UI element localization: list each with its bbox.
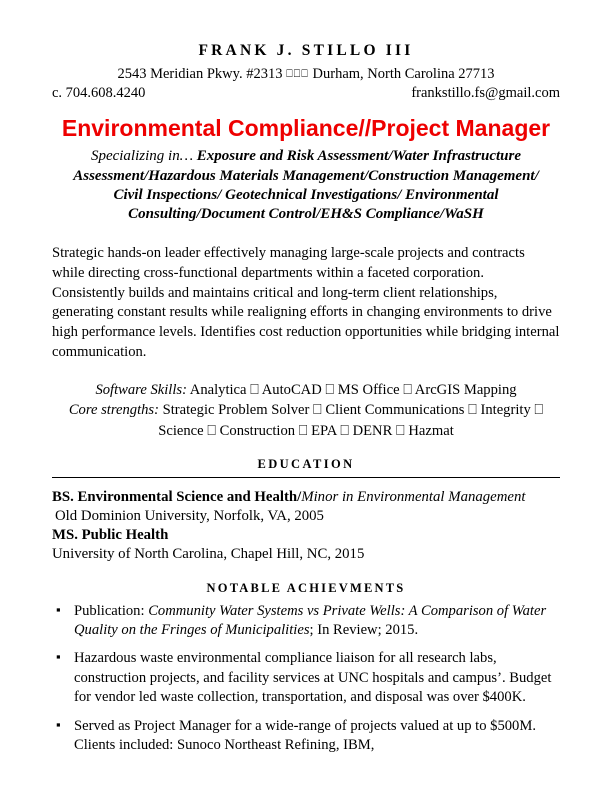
education-degree: BS. Environmental Science and Health/ — [52, 488, 302, 505]
software-skills-value: Analytica ⎕ AutoCAD ⎕ MS Office ⎕ ArcGIS Mapping — [186, 382, 517, 399]
education-entry — [52, 488, 560, 565]
address-city: Durham, North Carolina 27713 — [312, 66, 495, 82]
separator-boxes-icon: ⎕⎕⎕ — [286, 67, 309, 80]
professional-summary: Strategic hands-on leader effectively managing large-scale projects and contracts while directing cross-functional departments within a faceted corporation. Consistently builds and maintains critical and long-term client relationships, generating constant results while realigning efforts in changing environments to drive high performance levels. Identifies cost reduction opportunities while bridging internal communication. — [52, 245, 560, 360]
education-minor: Minor in Environmental Management — [301, 488, 526, 505]
software-skills-label: Software Skills: — [95, 382, 187, 399]
list-item — [52, 717, 560, 756]
page-title: Environmental Compliance//Project Manager — [61, 115, 551, 141]
achievements-heading: NOTABLE ACHIEVMENTS — [206, 580, 406, 595]
skills-block — [52, 380, 560, 440]
education-school: Old Dominion University, Norfolk, VA, 2005 — [55, 507, 324, 524]
achievement-title: Community Water Systems vs Private Wells: A Comparison of Water Quality on the Fringes of Municipalities — [74, 602, 547, 639]
specializing-lead: Specializing in… — [90, 148, 197, 165]
list-item — [52, 649, 560, 707]
achievement-prefix: Served as Project Manager for a wide-range of projects valued at up to $500M. Clients included: Sunoco Northeast Refining, IBM, — [74, 717, 536, 754]
contact-row — [52, 85, 560, 102]
email-address[interactable]: frankstillo.fs@gmail.com — [411, 85, 560, 101]
address-street: 2543 Meridian Pkwy. #2313 — [117, 66, 283, 82]
candidate-name: FRANK J. STILLO III — [198, 42, 414, 59]
software-skills-line — [52, 380, 560, 400]
education-school-2: University of North Carolina, Chapel Hill, NC, 2015 — [52, 546, 365, 563]
education-heading: EDUCATION — [257, 456, 355, 471]
core-strengths-label: Core strengths: — [68, 402, 159, 419]
core-strengths-value: Strategic Problem Solver ⎕ Client Communications ⎕ Integrity ⎕ Science ⎕ Construction ⎕ EPA ⎕ DENR ⎕ Hazmat — [158, 402, 544, 439]
achievement-suffix: ; In Review; 2015. — [309, 622, 419, 639]
address-line — [52, 66, 560, 83]
education-degree-2: MS. Public Health — [52, 527, 169, 544]
education-divider — [52, 477, 560, 478]
specializing-text: Exposure and Risk Assessment/Water Infrastructure Assessment/Hazardous Materials Management/Construction Management/ Civil Inspections/ Geotechnical Investigations/ Environmental Consulting/Document Control/EH&S Compliance/WaSH — [73, 148, 539, 222]
achievements-list — [52, 602, 560, 756]
phone-number[interactable]: c. 704.608.4240 — [52, 85, 146, 101]
achievement-prefix: Hazardous waste environmental compliance liaison for all research labs, construction projects, and facility services at UNC hospitals and campus’. Budget for vendor led waste collection, transportation, and disposal was over $400K. — [74, 650, 552, 706]
achievement-prefix: Publication: — [74, 602, 149, 619]
specializing-block — [62, 147, 550, 224]
core-strengths-line — [52, 400, 560, 440]
list-item — [52, 602, 560, 641]
